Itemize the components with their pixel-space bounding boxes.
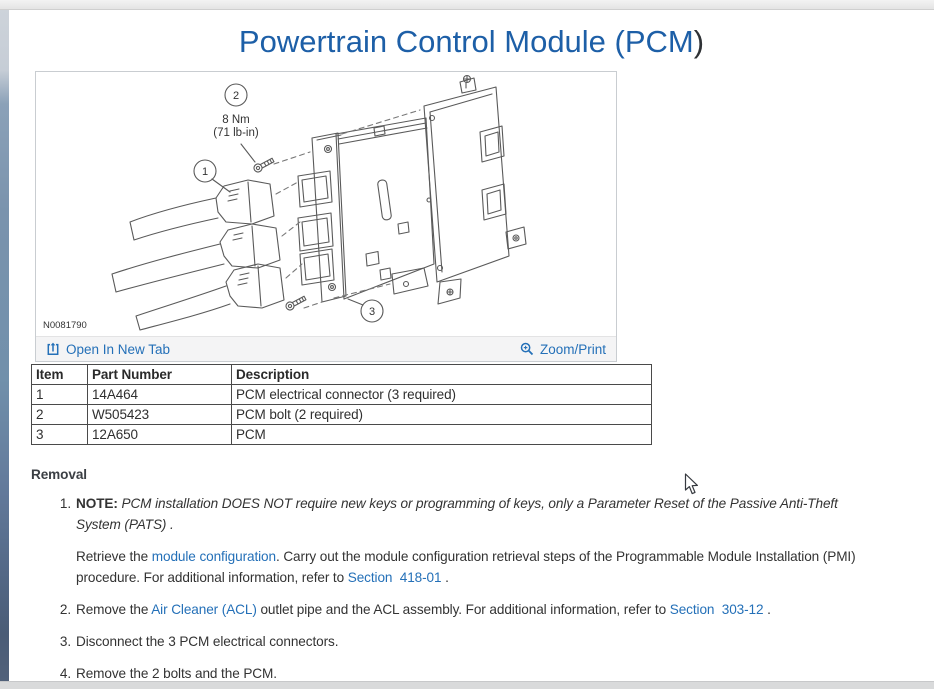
step-number: 2. <box>59 602 71 617</box>
removal-step-2 <box>31 599 926 620</box>
figure-image <box>36 72 616 336</box>
cell-item: 1 <box>32 385 88 405</box>
zoom-print-link[interactable] <box>520 337 606 362</box>
removal-step-3 <box>31 631 926 652</box>
cell-part-number: 14A464 <box>88 385 232 405</box>
table-row <box>32 425 652 445</box>
cell-part-number: 12A650 <box>88 425 232 445</box>
section-418-01-link[interactable]: Section 418-01 <box>347 570 442 585</box>
zoom-icon <box>520 342 534 356</box>
page-title-paren: ) <box>693 24 705 59</box>
cell-description: PCM bolt (2 required) <box>232 405 652 425</box>
parts-table-header-row <box>32 365 652 385</box>
parts-table <box>31 364 652 445</box>
page-title <box>9 24 934 60</box>
cell-part-number: W505423 <box>88 405 232 425</box>
col-header-item: Item <box>32 365 88 385</box>
step-text: . <box>441 570 449 585</box>
zoom-print-label: Zoom/Print <box>539 341 606 357</box>
mouse-cursor <box>684 473 701 496</box>
cell-description: PCM <box>232 425 652 445</box>
pcm-bracket-drawing <box>392 76 526 305</box>
step-text: outlet pipe and the ACL assembly. For additional information, refer to <box>256 602 670 617</box>
step-2-paragraph <box>76 599 916 620</box>
table-row <box>32 405 652 425</box>
step-number: 4. <box>59 666 71 681</box>
table-row <box>32 385 652 405</box>
callout-2-number: 2 <box>232 90 240 102</box>
removal-step-4 <box>31 663 926 684</box>
open-in-new-tab-link[interactable] <box>46 337 170 362</box>
air-cleaner-link[interactable]: Air Cleaner (ACL) <box>151 602 257 617</box>
removal-step-1 <box>31 493 926 588</box>
background-window-edge <box>0 10 9 681</box>
page-title-main: Powertrain Control Module (PCM <box>238 24 694 59</box>
torque-label-line2: (71 lb-in) <box>213 127 259 139</box>
cell-item: 2 <box>32 405 88 425</box>
step-text: . <box>763 602 771 617</box>
section-303-12-link[interactable]: Section 303-12 <box>669 602 764 617</box>
step-4-paragraph: Remove the 2 bolts and the PCM. <box>76 666 277 681</box>
col-header-description: Description <box>232 365 652 385</box>
removal-section <box>31 467 926 684</box>
top-window-edge <box>0 0 934 10</box>
step-text: Retrieve the <box>76 549 152 564</box>
pcm-connectors-drawing <box>112 180 284 330</box>
module-configuration-link[interactable]: module configuration <box>151 549 276 564</box>
step-number: 3. <box>59 634 71 649</box>
torque-label-line1: 8 Nm <box>222 114 250 126</box>
bolt-bottom-drawing <box>285 294 307 311</box>
pcm-sockets-drawing <box>298 171 334 285</box>
removal-heading: Removal <box>31 467 87 482</box>
callout-1 <box>194 160 230 192</box>
open-in-new-tab-icon <box>46 342 60 356</box>
pcm-exploded-diagram <box>36 72 616 334</box>
open-in-new-tab-label: Open In New Tab <box>66 341 171 357</box>
step-text: . Carry out the module configuration retrieval steps of the Programmable Module Installation (PMI) procedure. For additional information, refer to <box>76 549 856 585</box>
figure-number-label: N0081790 <box>43 320 87 331</box>
callout-3-number: 3 <box>368 306 376 318</box>
bolt-top-drawing <box>253 156 275 173</box>
cell-description: PCM electrical connector (3 required) <box>232 385 652 405</box>
callout-3 <box>348 299 383 322</box>
cell-item: 3 <box>32 425 88 445</box>
step-text: Remove the <box>76 602 152 617</box>
col-header-part-number: Part Number <box>88 365 232 385</box>
note-label: NOTE: <box>76 496 118 511</box>
step-number: 1. <box>59 496 71 511</box>
step-3-paragraph: Disconnect the 3 PCM electrical connectors. <box>76 634 339 649</box>
step-1-paragraph <box>76 546 916 588</box>
figure-toolbar <box>36 336 616 361</box>
figure-panel <box>35 71 617 362</box>
step-1-note <box>76 493 861 535</box>
note-text: PCM installation DOES NOT require new keys or programming of keys, only a Parameter Reset of the Passive Anti-Theft System (PATS) . <box>76 496 838 532</box>
callout-1-number: 1 <box>201 166 209 178</box>
